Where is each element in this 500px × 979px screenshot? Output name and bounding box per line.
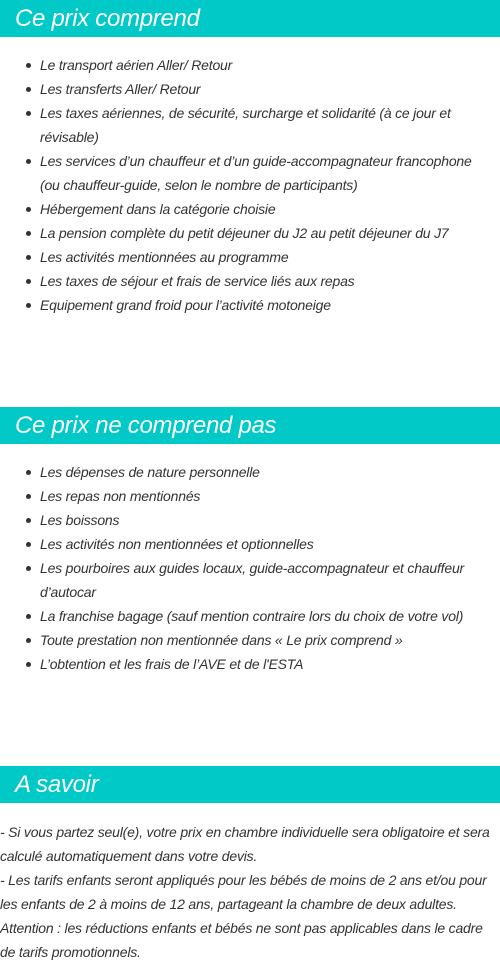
info-text <box>0 820 500 964</box>
excluded-list <box>0 460 500 676</box>
list-item: Les pourboires aux guides locaux, guide-accompagnateur et chauffeur d’autocar <box>40 556 500 604</box>
list-item: Les taxes de séjour et frais de service liés aux repas <box>40 269 500 293</box>
included-section-title: Ce prix comprend <box>0 0 500 37</box>
included-list <box>0 53 500 317</box>
list-item: Les boissons <box>40 508 500 532</box>
list-item: Les activités non mentionnées et optionnelles <box>40 532 500 556</box>
info-paragraph: - Les tarifs enfants seront appliqués pour les bébés de moins de 2 ans et/ou pour les enfants de 2 à moins de 12 ans, partageant la chambre de deux adultes. Attention : les réductions enfants et bébés ne sont pas applicables dans le cadre de tarifs promotionnels. <box>0 872 487 960</box>
list-item: La pension complète du petit déjeuner du J2 au petit déjeuner du J7 <box>40 221 500 245</box>
excluded-section-title: Ce prix ne comprend pas <box>0 407 500 444</box>
list-item: Hébergement dans la catégorie choisie <box>40 197 500 221</box>
list-item: Les repas non mentionnés <box>40 484 500 508</box>
list-item: Les activités mentionnées au programme <box>40 245 500 269</box>
list-item: Le transport aérien Aller/ Retour <box>40 53 500 77</box>
list-item: L’obtention et les frais de l’AVE et de l'ESTA <box>40 652 500 676</box>
list-item: Equipement grand froid pour l’activité motoneige <box>40 293 500 317</box>
list-item: Les dépenses de nature personnelle <box>40 460 500 484</box>
info-paragraph: - Si vous partez seul(e), votre prix en chambre individuelle sera obligatoire et sera calculé automatiquement dans votre devis. <box>0 824 490 864</box>
list-item: Toute prestation non mentionnée dans « Le prix comprend » <box>40 628 500 652</box>
info-section-title: A savoir <box>0 766 500 803</box>
list-item: La franchise bagage (sauf mention contraire lors du choix de votre vol) <box>40 604 500 628</box>
list-item: Les taxes aériennes, de sécurité, surcharge et solidarité (à ce jour et révisable) <box>40 101 500 149</box>
list-item: Les services d’un chauffeur et d’un guide-accompagnateur francophone (ou chauffeur-guide, selon le nombre de participants) <box>40 149 500 197</box>
list-item: Les transferts Aller/ Retour <box>40 77 500 101</box>
